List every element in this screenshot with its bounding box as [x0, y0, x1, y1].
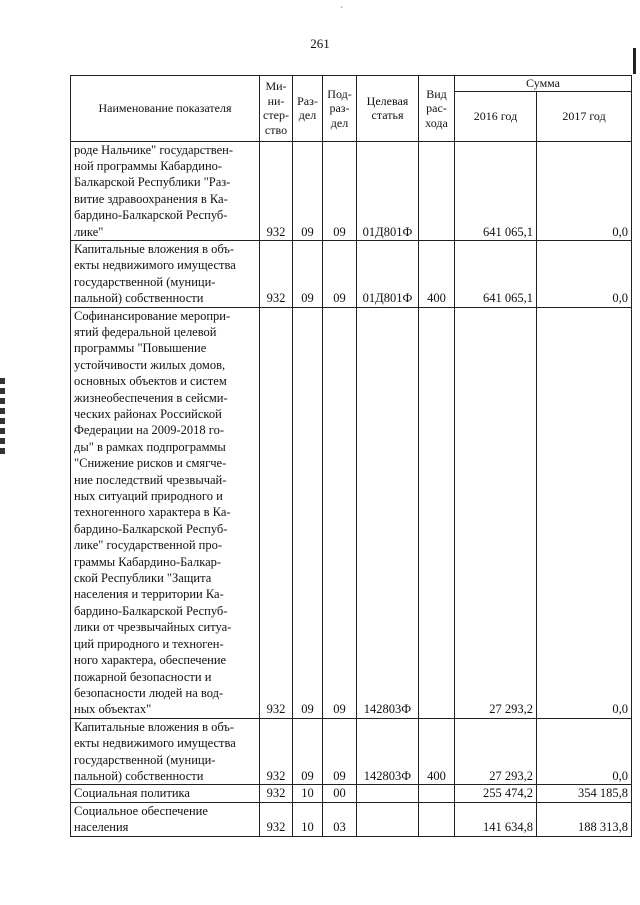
table-cell-2016: 641 065,1	[455, 141, 537, 240]
table-cell-ministry: 932	[260, 718, 293, 785]
table-cell-subsection: 09	[323, 141, 357, 240]
header-ministry: Ми- ни- стер- ство	[260, 76, 293, 142]
table-cell-ministry: 932	[260, 307, 293, 718]
table-cell-section: 09	[293, 718, 323, 785]
table-cell-2017: 0,0	[537, 307, 632, 718]
table-row	[71, 802, 632, 836]
header-year-2017: 2017 год	[537, 91, 632, 141]
table-cell-target	[357, 802, 419, 836]
header-subsection: Под- раз- дел	[323, 76, 357, 142]
table-cell-2017: 0,0	[537, 141, 632, 240]
header-target: Целевая статья	[357, 76, 419, 142]
table-cell-ministry: 932	[260, 240, 293, 307]
table-cell-2016: 27 293,2	[455, 307, 537, 718]
table-cell-expense-type: 400	[419, 718, 455, 785]
table-row	[71, 307, 632, 718]
table-row	[71, 141, 632, 240]
table-cell-ministry: 932	[260, 785, 293, 802]
table-cell-subsection: 00	[323, 785, 357, 802]
header-sum: Сумма	[455, 76, 632, 92]
header-row-top	[71, 76, 632, 92]
page-number: 261	[310, 36, 330, 51]
table-cell-2016: 255 474,2	[455, 785, 537, 802]
table-cell-name: Капитальные вложения в объ- екты недвижимого имущества государственной (муници- пальной) собственности	[71, 718, 260, 785]
table-cell-expense-type	[419, 802, 455, 836]
header-expense-type: Вид рас- хода	[419, 76, 455, 142]
table-cell-expense-type	[419, 785, 455, 802]
table-row	[71, 785, 632, 802]
table-cell-subsection: 03	[323, 802, 357, 836]
table-cell-target: 01Д801Ф	[357, 240, 419, 307]
table-cell-2017: 188 313,8	[537, 802, 632, 836]
table-cell-expense-type: 400	[419, 240, 455, 307]
table-cell-section: 09	[293, 240, 323, 307]
budget-table	[70, 75, 632, 837]
header-section: Раз- дел	[293, 76, 323, 142]
table-cell-2016: 141 634,8	[455, 802, 537, 836]
table-cell-expense-type	[419, 307, 455, 718]
table-cell-name: Софинансирование меропри- ятий федеральной целевой программы "Повышение устойчивости жилых домов, основных объектов и систем жизнеобеспечения в сейсми- ческих районах Российской Федерации на 2009-2018 го- ды" в рамках подпрограммы "Снижение рисков и смягче- ние последствий чрезвычай- ных ситуаций природного и техногенного характера в Ка- бардино-Балкарской Респуб- лике" государственной про- граммы Кабардино-Балкар- ской Республики "Защита населения и территории Ка- бардино-Балкарской Респуб- лики от чрезвычайных ситуа- ций природного и техноген- ного характера, обеспечение пожарной безопасности и безопасности людей на вод- ных объектах"	[71, 307, 260, 718]
table-cell-name: роде Нальчике" государствен- ной программы Кабардино- Балкарской Республики "Раз- витие здравоохранения в Ка- бардино-Балкарской Респуб- лике"	[71, 141, 260, 240]
header-year-2016: 2016 год	[455, 91, 537, 141]
table-cell-section: 09	[293, 141, 323, 240]
table-cell-name: Капитальные вложения в объ- екты недвижимого имущества государственной (муници- пальной) собственности	[71, 240, 260, 307]
scan-edge-mark-right	[633, 48, 636, 74]
table-row	[71, 240, 632, 307]
table-cell-2017: 0,0	[537, 240, 632, 307]
table-cell-expense-type	[419, 141, 455, 240]
table-cell-2017: 354 185,8	[537, 785, 632, 802]
table-cell-section: 09	[293, 307, 323, 718]
table-cell-section: 10	[293, 785, 323, 802]
table-cell-section: 10	[293, 802, 323, 836]
table-cell-subsection: 09	[323, 718, 357, 785]
scan-edge-mark-left	[0, 378, 5, 456]
table-cell-2016: 27 293,2	[455, 718, 537, 785]
table-cell-target	[357, 785, 419, 802]
table-cell-target: 01Д801Ф	[357, 141, 419, 240]
table-row	[71, 718, 632, 785]
table-cell-ministry: 932	[260, 141, 293, 240]
scan-speck: `	[340, 5, 343, 15]
table-cell-subsection: 09	[323, 307, 357, 718]
table-cell-ministry: 932	[260, 802, 293, 836]
table-cell-name: Социальное обеспечение населения	[71, 802, 260, 836]
table-cell-target: 142803Ф	[357, 718, 419, 785]
table-cell-2016: 641 065,1	[455, 240, 537, 307]
table-cell-subsection: 09	[323, 240, 357, 307]
table-cell-name: Социальная политика	[71, 785, 260, 802]
header-name: Наименование показателя	[71, 76, 260, 142]
table-cell-2017: 0,0	[537, 718, 632, 785]
table-cell-target: 142803Ф	[357, 307, 419, 718]
